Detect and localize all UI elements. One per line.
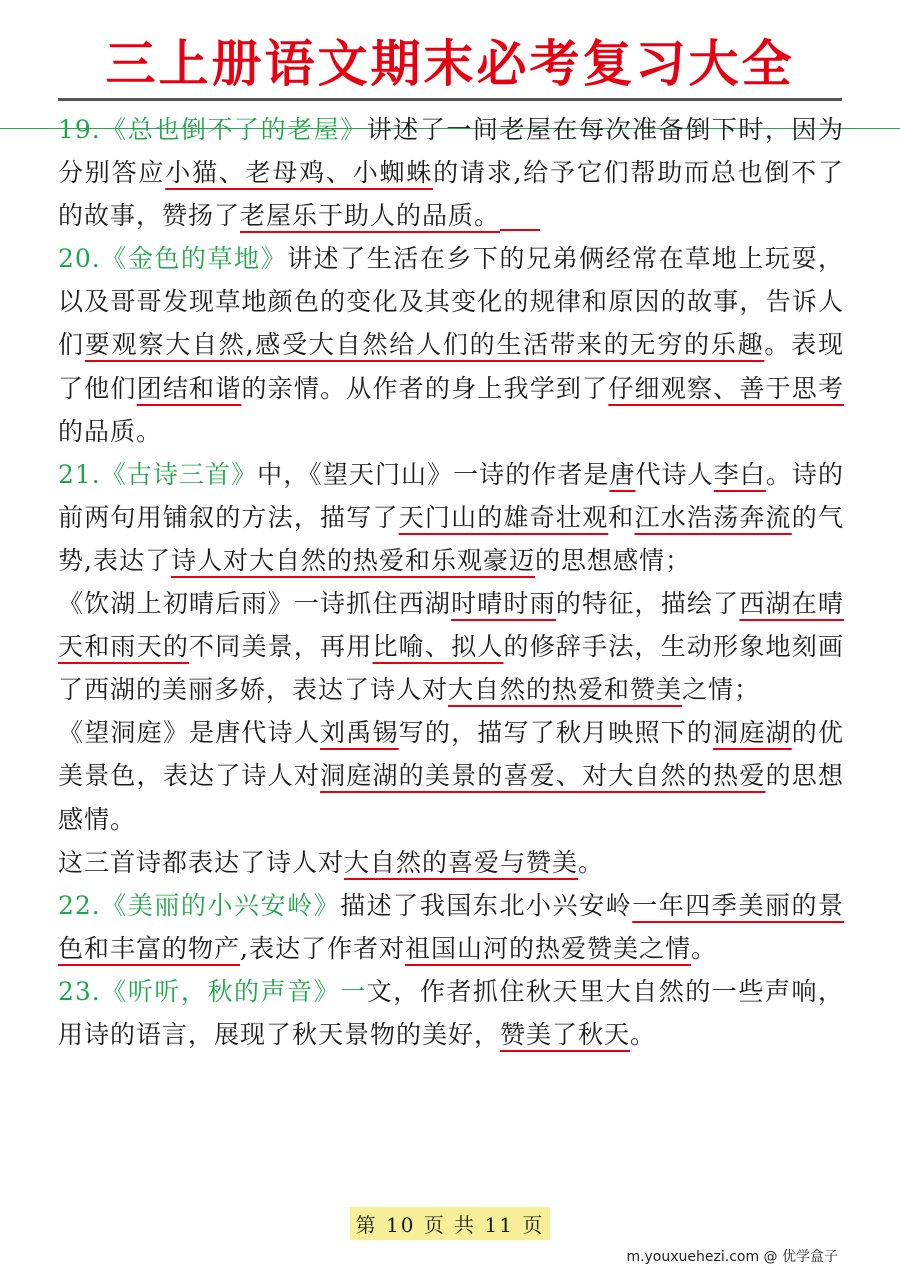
item-22: 22.《美丽的小兴安岭》描述了我国东北小兴安岭一年四季美丽的景色和丰富的物产,表达了作者对祖国山河的热爱赞美之情。 (58, 890, 844, 963)
title-divider (58, 98, 842, 101)
key-point: 江水浩荡奔流 (634, 502, 792, 532)
item-heading: 22.《美丽的小兴安岭》 (58, 890, 341, 920)
page-number (0, 1207, 900, 1240)
item-23: 23.《听听，秋的声音》一文，作者抓住秋天里大自然的一些声响，用诗的语言，展现了秋天景物的美好，赞美了秋天。 (58, 976, 844, 1049)
item-21: 21.《古诗三首》中，《望天门山》一诗的作者是唐代诗人李白。诗的前两句用铺叙的方法，描写了天门山的雄奇壮观和江水浩荡奔流的气势,表达了诗人对大自然的热爱和乐观豪迈的思想感情； (58, 459, 844, 575)
key-point: 要观察大自然,感受大自然给人们的生活带来的无穷的乐趣 (84, 330, 765, 360)
watermark: m.youxuehezi.com @ 优学盒子 (626, 1249, 838, 1265)
item-21-poem-3: 《望洞庭》是唐代诗人刘禹锡写的，描写了秋月映照下的洞庭湖的优美景色，表达了诗人对洞庭湖的美景的喜爱、对大自然的热爱的思想感情。 (58, 718, 844, 834)
key-point: 仔细观察、善于思考 (608, 373, 844, 403)
key-point: 一年四季美丽的景色和丰富的物产 (58, 890, 844, 963)
key-point: 时晴时雨 (451, 589, 556, 619)
item-heading: 21.《古诗三首》 (58, 459, 258, 489)
key-point: 祖国山河的热爱赞美之情 (404, 933, 691, 963)
item-21-poem-2: 《饮湖上初晴后雨》一诗抓住西湖时晴时雨的特征，描绘了西湖在晴天和雨天的不同美景，再用比喻、拟人的修辞手法，生动形象地刻画了西湖的美丽多娇，表达了诗人对大自然的热爱和赞美之情； (58, 589, 844, 705)
key-point: 大自然的喜爱与赞美 (344, 847, 579, 877)
item-19: 19.《总也倒不了的老屋》讲述了一间老屋在每次准备倒下时，因为分别答应小猫、老母鸡、小蜘蛛的请求,给予它们帮助而总也倒不了的故事，赞扬了老屋乐于助人的品质。 (58, 115, 844, 231)
content-body (58, 108, 844, 1056)
key-point: 洞庭湖 (713, 718, 792, 748)
key-point: 唐 (609, 459, 636, 489)
key-point: 西湖在晴天和雨天的 (58, 589, 844, 662)
item-heading: 19.《总也倒不了的老屋》 (58, 115, 367, 144)
key-point: 大自然的热爱和赞美 (448, 675, 683, 705)
item-21-summary: 这三首诗都表达了诗人对大自然的喜爱与赞美。 (58, 847, 605, 877)
item-20: 20.《金色的草地》讲述了生活在乡下的兄弟俩经常在草地上玩耍，以及哥哥发现草地颜色的变化及其变化的规律和原因的故事，告诉人们要观察大自然,感受大自然给人们的生活带来的无穷的乐趣。表现了他们团结和谐的亲情。从作者的身上我学到了仔细观察、善于思考的品质。 (58, 244, 844, 446)
page-number-label: 第 10 页 共 11 页 (350, 1207, 551, 1240)
underline-tail (500, 229, 540, 231)
page-title: 三上册语文期末必考复习大全 (105, 35, 795, 93)
key-point: 刘禹锡 (320, 718, 399, 748)
key-point: 老屋乐于助人的品质。 (240, 201, 501, 231)
key-point: 赞美了秋天 (500, 1019, 631, 1049)
key-point: 比喻、拟人 (372, 632, 504, 662)
key-point: 小猫、老母鸡、小蜘蛛 (165, 158, 434, 188)
key-point: 天门山的雄奇壮观 (398, 502, 609, 532)
key-point: 诗人对大自然的热爱和乐观豪迈 (170, 545, 535, 575)
item-heading: 23.《听听，秋的声音》一 (58, 976, 367, 1006)
item-heading: 20.《金色的草地》 (58, 244, 288, 274)
key-point: 李白 (713, 459, 766, 489)
key-point: 洞庭湖的美景的喜爱、对大自然的热爱 (320, 761, 766, 791)
key-point: 团结和谐 (136, 373, 242, 403)
